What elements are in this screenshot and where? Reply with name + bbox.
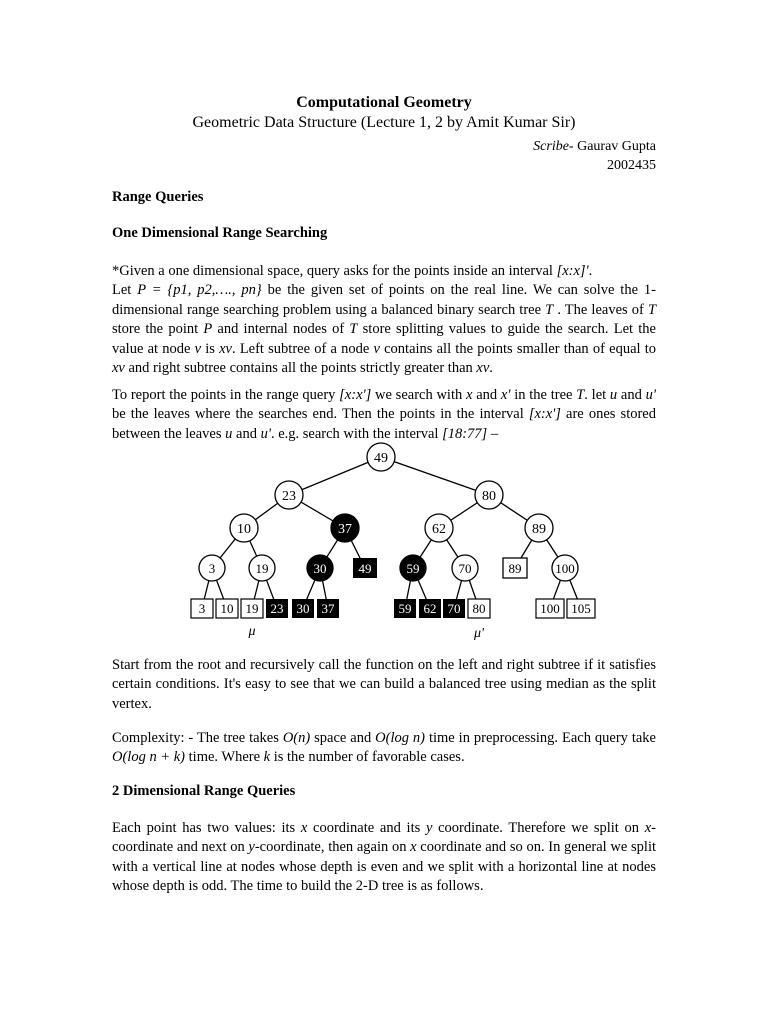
tree-leaf-7 (394, 599, 416, 618)
tree-leaf-3 (241, 599, 263, 618)
tree-leaf-square-a (353, 558, 377, 578)
svg-text:23: 23 (282, 489, 296, 504)
tree-leaf-6 (317, 599, 339, 618)
svg-text:10: 10 (220, 601, 234, 616)
svg-text:59: 59 (406, 561, 420, 576)
paragraph-recursion: Start from the root and recursively call the function on the left and right subtree if it satisfies certain conditions. It's easy to see that we can build a balanced tree using median as the split vertex. (112, 657, 656, 712)
svg-text:23: 23 (270, 601, 284, 616)
paragraph-2d-tree: Each point has two values: its x coordinate and its y coordinate. Therefore we split on x-coordinate and next on y-coordinate, then again on x coordinate and so on. In general we split with a vertical line at nodes whose depth is even and we split with a horizontal line at nodes whose depth is odd. The time to build the 2-D tree is as follows. (112, 820, 657, 895)
svg-text:59: 59 (398, 601, 412, 616)
tree-leaf-10 (468, 599, 490, 618)
tree-node-level3-b (249, 555, 275, 581)
tree-leaf-2 (216, 599, 238, 618)
tree-node-level2-a (230, 514, 258, 542)
tree-leaf-9 (443, 599, 465, 618)
svg-text:70: 70 (458, 561, 472, 576)
svg-text:62: 62 (432, 522, 446, 537)
svg-text:19: 19 (245, 601, 259, 616)
svg-text:70: 70 (447, 601, 461, 616)
tree-node-level1-a (275, 481, 303, 509)
tree-leaf-12 (567, 599, 595, 618)
svg-text:62: 62 (423, 601, 437, 616)
tree-leaf-11 (536, 599, 564, 618)
svg-text:80: 80 (482, 489, 496, 504)
search-end-label-right: μ' (473, 626, 485, 641)
heading-two-dimensional: 2 Dimensional Range Queries (112, 783, 296, 799)
tree-leaf-5 (292, 599, 314, 618)
tree-node-level2-c (425, 514, 453, 542)
svg-text:49: 49 (374, 451, 388, 466)
tree-node-level3-a (199, 555, 225, 581)
tree-edges (202, 457, 581, 608)
binary-search-tree-figure (178, 440, 598, 645)
scribe-name: - Gaurav Gupta (568, 139, 656, 154)
tree-node-level3-e (400, 555, 426, 581)
scribe-id: 2002435 (607, 158, 656, 173)
heading-one-dimensional: One Dimensional Range Searching (112, 225, 328, 241)
tree-node-level3-h (552, 555, 578, 581)
tree-leaf-1 (191, 599, 213, 618)
tree-node-level1-b (475, 481, 503, 509)
svg-text:89: 89 (508, 561, 522, 576)
svg-text:30: 30 (296, 601, 310, 616)
paragraph-complexity: Complexity: - The tree takes O(n) space and O(log n) time in preprocessing. Each query take O(log n + k) time. Where k is the number of favorable cases. (112, 730, 656, 766)
svg-text:10: 10 (237, 522, 251, 537)
tree-node-level3-f (452, 555, 478, 581)
tree-leaf-square-b (503, 558, 527, 578)
tree-leaf-8 (419, 599, 441, 618)
tree-leaf-4 (266, 599, 288, 618)
svg-text:49: 49 (358, 561, 372, 576)
svg-text:3: 3 (198, 601, 206, 616)
document-subtitle: Geometric Data Structure (Lecture 1, 2 by Amit Kumar Sir) (192, 114, 576, 131)
svg-text:100: 100 (540, 601, 560, 616)
svg-text:19: 19 (255, 561, 269, 576)
heading-range-queries: Range Queries (112, 189, 204, 205)
scribe-label: Scribe (533, 139, 569, 154)
svg-text:30: 30 (313, 561, 327, 576)
tree-node-level2-d (525, 514, 553, 542)
paragraph-intro: *Given a one dimensional space, query asks for the points inside an interval [x:x]'. Let P = {p1, p2,…., pn} be the given set of points on the real line. We can solve the 1-dimensional range searching problem using a balanced binary search tree T . The leaves of T store the point P and internal nodes of T store splitting values to guide the search. Let the value at node v is xv. Left subtree of a node v contains all the points smaller than of equal to xv and right subtree contains all the points strictly greater than xv. (112, 263, 657, 377)
svg-text:105: 105 (571, 601, 591, 616)
svg-text:89: 89 (532, 522, 546, 537)
tree-node-level3-c (307, 555, 333, 581)
svg-text:37: 37 (321, 601, 335, 616)
svg-text:100: 100 (555, 561, 575, 576)
tree-node-root (367, 443, 395, 471)
svg-text:37: 37 (338, 522, 352, 537)
tree-node-level2-b (331, 514, 359, 542)
search-end-label-left: μ (248, 624, 256, 639)
paragraph-range-query: To report the points in the range query [x:x'] we search with x and x' in the tree T. let u and u' be the leaves where the searches end. Then the points in the interval [x:x'] are ones stored between the leaves u and u'. e.g. search with the interval [18:77] – (112, 387, 656, 442)
scribe-block (533, 137, 656, 175)
svg-text:80: 80 (472, 601, 486, 616)
document-title: Computational Geometry (296, 94, 472, 111)
svg-text:3: 3 (208, 561, 216, 576)
